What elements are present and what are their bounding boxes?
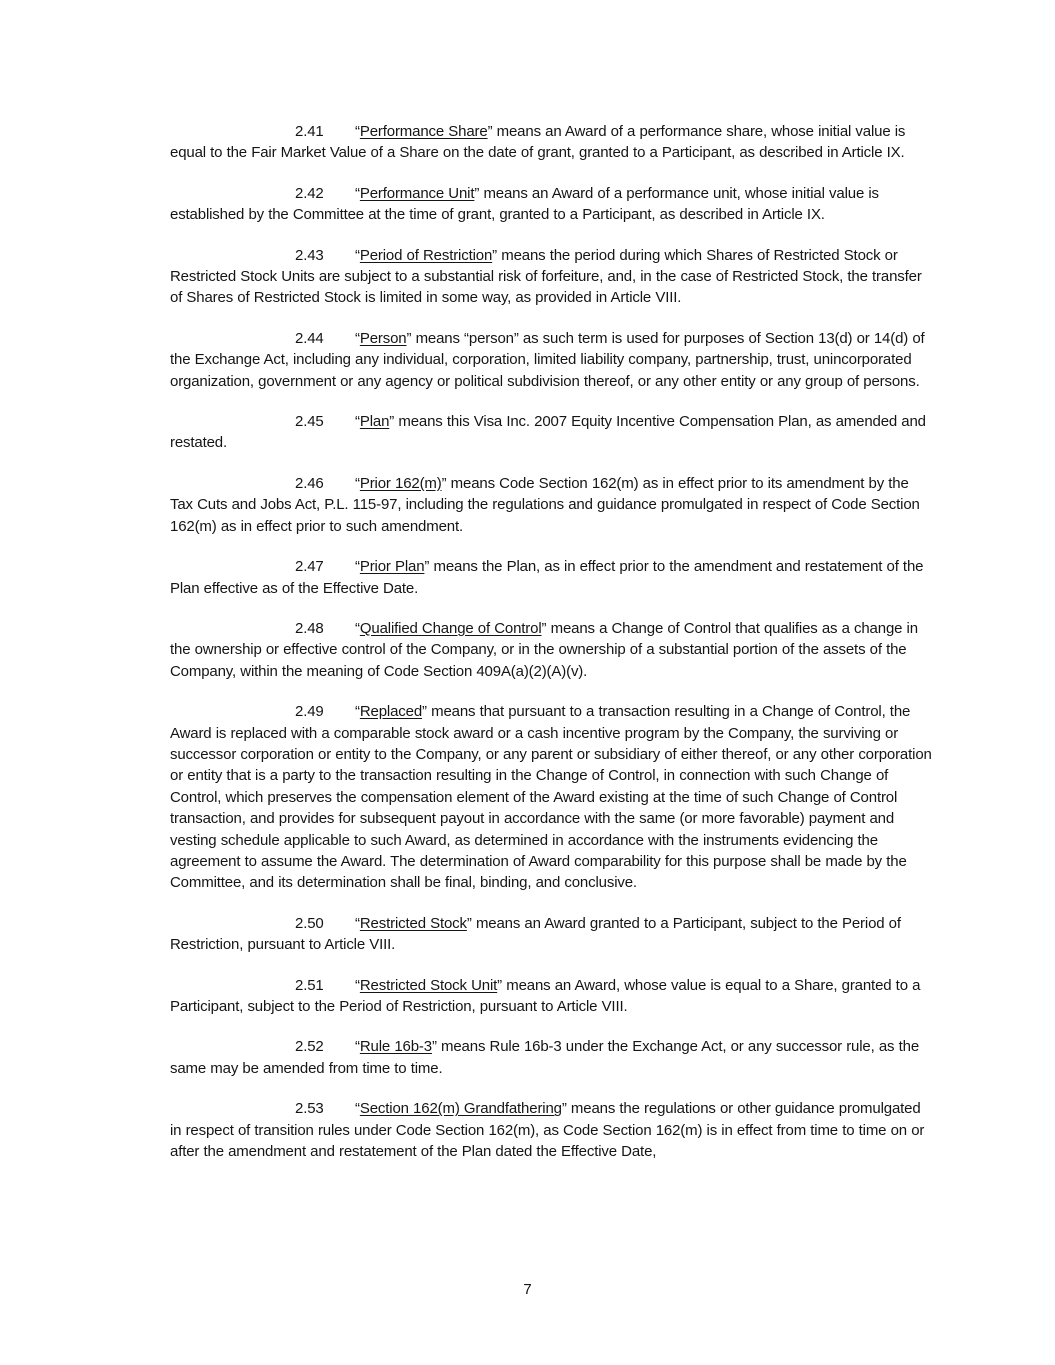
open-quote-mark: “ [355, 1100, 360, 1118]
definition-paragraph [170, 1036, 932, 1079]
definition-text: ” means an Award of a performance unit, whose initial value is established by the Committee at the time of grant, granted to a Participant, as described in Article IX. [170, 184, 879, 224]
definition-text: ” means “person” as such term is used for purposes of Section 13(d) or 14(d) of the Exchange Act, including any individual, corporation, limited liability company, partnership, trust, unincorporated organization, government or any agency or political subdivision thereof, or any other entity or any group of persons. [170, 329, 925, 390]
defined-term: Performance Share [359, 123, 488, 140]
section-number: 2.45 [295, 413, 324, 431]
section-number: 2.47 [295, 558, 324, 576]
document-body [170, 121, 932, 1162]
definition-paragraph [170, 183, 932, 226]
section-number: 2.51 [295, 976, 324, 994]
definition-text: ” means an Award granted to a Participant, subject to the Period of Restriction, pursuant to Article VIII. [170, 914, 901, 954]
section-number: 2.43 [295, 246, 324, 264]
page-number: 7 [523, 1281, 532, 1298]
definition-paragraph [170, 1098, 932, 1162]
open-quote-mark: “ [355, 123, 360, 140]
defined-term: Prior 162(m) [359, 474, 442, 492]
definition-paragraph [170, 975, 932, 1018]
definition-paragraph [170, 121, 932, 164]
page-footer [0, 1279, 1055, 1300]
definition-text: ” means the period during which Shares of Restricted Stock or Restricted Stock Units are subject to a substantial risk of forfeiture, and, in the case of Restricted Stock, the transfer of Shares of Restricted Stock is limited in some way, as provided in Article VIII. [170, 246, 922, 307]
open-quote-mark: “ [355, 474, 360, 492]
defined-term: Plan [359, 413, 390, 431]
definition-text: ” means an Award of a performance share, whose initial value is equal to the Fair Market Value of a Share on the date of grant, granted to a Participant, as described in Article IX. [170, 123, 906, 162]
defined-term: Performance Unit [359, 184, 475, 202]
open-quote-mark: “ [355, 914, 360, 932]
defined-term: Restricted Stock [359, 914, 467, 932]
definition-paragraph [170, 618, 932, 682]
open-quote-mark: “ [355, 413, 360, 431]
section-number: 2.42 [295, 184, 324, 202]
definition-text: ” means that pursuant to a transaction resulting in a Change of Control, the Award is replaced with a comparable stock award or a cash incentive program by the Company, the surviving or successor corporation or entity to the Company, or any parent or subsidiary of either thereof, or any other corporation or entity that is a party to the transaction resulting in the Change of Control, in connection with such Change of Control, which preserves the compensation element of the Award existing at the time of such Change of Control transaction, and provides for subsequent payout in accordance with the same (or more favorable) payment and vesting schedule applicable to such Award, as determined in accordance with the instruments evidencing the agreement to assume the Award. The determination of Award comparability for this purpose shall be made by the Committee, and its determination shall be final, binding, and conclusive. [170, 703, 932, 892]
section-number: 2.46 [295, 474, 324, 492]
section-number: 2.48 [295, 619, 324, 637]
definition-paragraph [170, 473, 932, 537]
definition-paragraph [170, 913, 932, 956]
open-quote-mark: “ [355, 976, 360, 994]
defined-term: Qualified Change of Control [359, 619, 542, 637]
open-quote-mark: “ [355, 246, 360, 264]
section-number: 2.44 [295, 329, 324, 347]
open-quote-mark: “ [355, 1038, 360, 1056]
defined-term: Period of Restriction [359, 246, 493, 264]
section-number: 2.52 [295, 1038, 324, 1056]
definition-text: ” means Rule 16b-3 under the Exchange Act, or any successor rule, as the same may be amended from time to time. [170, 1038, 920, 1077]
definition-paragraph [170, 245, 932, 309]
definition-paragraph [170, 328, 932, 392]
open-quote-mark: “ [355, 184, 360, 202]
open-quote-mark: “ [355, 558, 360, 576]
open-quote-mark: “ [355, 703, 360, 721]
definition-paragraph [170, 701, 932, 894]
definition-text: ” means the regulations or other guidance promulgated in respect of transition rules under Code Section 162(m), as Code Section 162(m) is in effect from time to time on or after the amendment and restatement of the Plan dated the Effective Date, [170, 1100, 925, 1161]
open-quote-mark: “ [355, 619, 360, 637]
section-number: 2.50 [295, 914, 324, 932]
defined-term: Replaced [359, 703, 423, 721]
section-number: 2.49 [295, 703, 324, 721]
definition-paragraph [170, 411, 932, 454]
definition-text: ” means the Plan, as in effect prior to the amendment and restatement of the Plan effective as of the Effective Date. [170, 558, 924, 597]
defined-term: Restricted Stock Unit [359, 976, 498, 994]
definition-text: ” means an Award, whose value is equal to a Share, granted to a Participant, subject to the Period of Restriction, pursuant to Article VIII. [170, 976, 921, 1015]
definition-text: ” means this Visa Inc. 2007 Equity Incentive Compensation Plan, as amended and restated. [170, 413, 926, 452]
defined-term: Rule 16b-3 [359, 1038, 432, 1056]
defined-term: Prior Plan [359, 558, 425, 576]
defined-term: Person [359, 329, 407, 347]
section-number: 2.53 [295, 1100, 324, 1118]
section-number: 2.41 [295, 123, 324, 140]
definition-paragraph [170, 556, 932, 599]
definition-text: ” means Code Section 162(m) as in effect prior to its amendment by the Tax Cuts and Jobs Act, P.L. 115-97, including the regulations and guidance promulgated in respect of Code Section 162(m) as in effect prior to such amendment. [170, 474, 920, 535]
defined-term: Section 162(m) Grandfathering [359, 1100, 562, 1118]
definition-text: ” means a Change of Control that qualifies as a change in the ownership or effective control of the Company, or in the ownership of a substantial portion of the assets of the Company, within the meaning of Code Section 409A(a)(2)(A)(v). [170, 619, 918, 680]
open-quote-mark: “ [355, 329, 360, 347]
